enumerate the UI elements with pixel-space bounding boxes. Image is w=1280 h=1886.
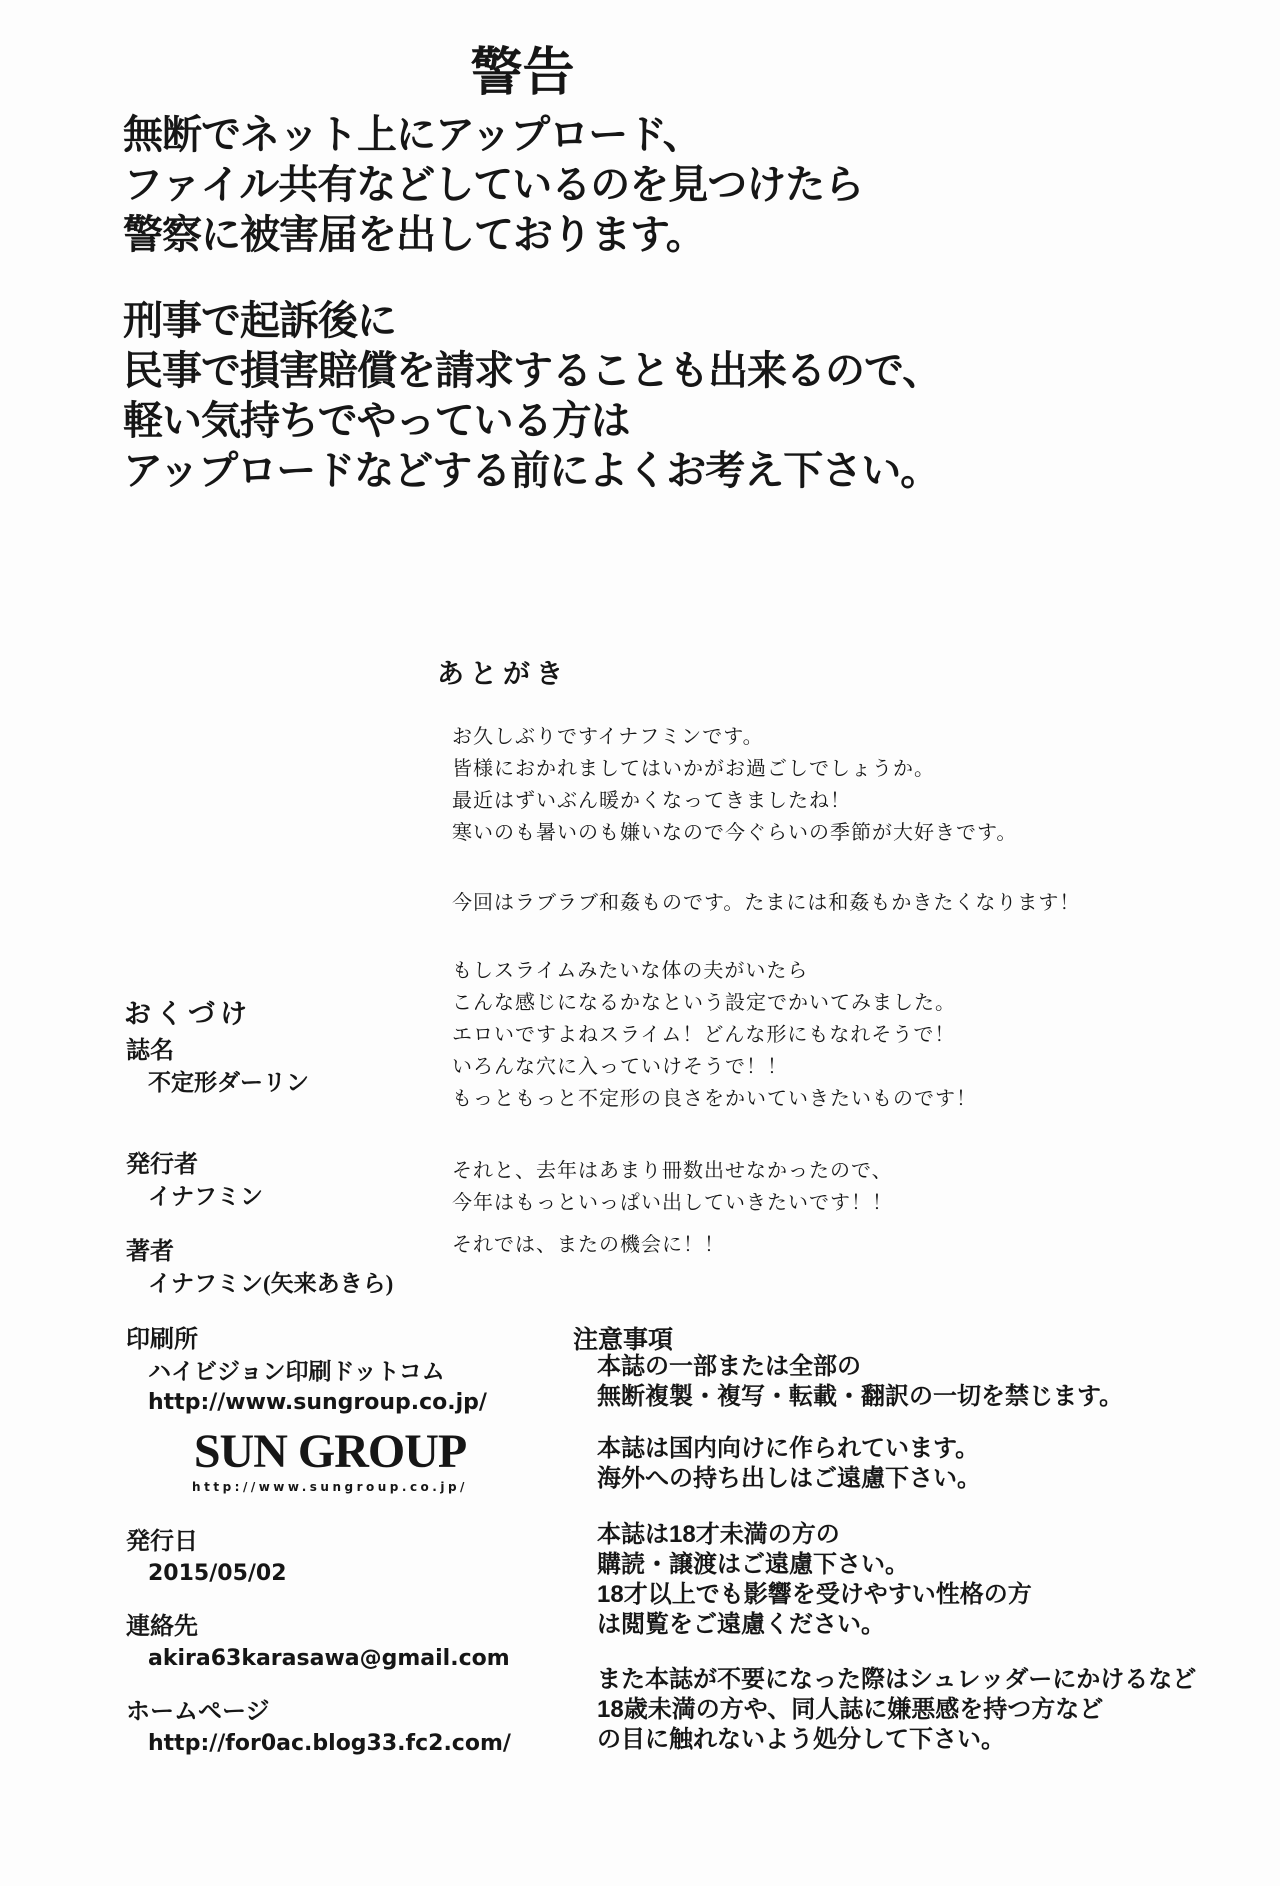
afterword-paragraph — [452, 886, 1080, 918]
afterword-paragraph — [452, 954, 977, 1114]
afterword-paragraph — [452, 1228, 725, 1260]
warning-title: 警告 — [470, 45, 575, 102]
warning-line: 軽い気持ちでやっている方は — [123, 398, 630, 443]
notes-line: 18才以上でも影響を受けやすい性格の方 — [597, 1581, 1032, 1608]
notes-line: 無断複製・複写・転載・翻訳の一切を禁じます。 — [597, 1383, 1124, 1410]
colophon-entry-title-name — [126, 1036, 309, 1098]
colophon-label: 誌名 — [126, 1038, 174, 1064]
notes-paragraph — [597, 1352, 1123, 1412]
printer-url: http://www.sungroup.co.jp/ — [148, 1390, 487, 1415]
notes-line: 本誌は18才未満の方の — [597, 1521, 840, 1548]
contact-email: akira63karasawa@gmail.com — [148, 1646, 510, 1671]
colophon-entry-author — [126, 1237, 393, 1299]
afterword-line: それでは、またの機会に！！ — [452, 1232, 725, 1256]
colophon-entry-publisher — [126, 1150, 263, 1212]
afterword-line: お久しぶりですイナフミンです。 — [452, 724, 764, 748]
afterword-line: もっともっと不定形の良さをかいていきたいものです！ — [452, 1086, 977, 1110]
warning-line: 警察に被害届を出しております。 — [123, 212, 705, 257]
warning-line: 民事で損害賠償を請求することも出来るので、 — [123, 348, 942, 393]
afterword-line: 皆様におかれましてはいかがお過ごしでしょうか。 — [452, 756, 935, 780]
colophon-label: 連絡先 — [126, 1614, 198, 1640]
warning-line: 無断でネット上にアップロード、 — [123, 112, 702, 157]
notes-line: は閲覧をご遠慮ください。 — [597, 1611, 885, 1638]
notes-line: 本誌は国内向けに作られています。 — [597, 1435, 980, 1462]
colophon-label: 著者 — [126, 1239, 174, 1265]
afterword-line: もしスライムみたいな体の夫がいたら — [452, 958, 809, 982]
sun-group-logo-url: http://www.sungroup.co.jp/ — [192, 1480, 468, 1494]
afterword-paragraph — [452, 720, 1017, 848]
colophon-value: ハイビジョン印刷ドットコム — [148, 1359, 445, 1384]
warning-paragraph-1 — [123, 110, 863, 260]
colophon-entry-publish-date — [126, 1527, 287, 1589]
colophon-entry-printer — [126, 1325, 487, 1418]
notes-paragraph — [597, 1665, 1196, 1755]
colophon-label: 発行者 — [126, 1152, 198, 1178]
warning-line: ファイル共有などしているのを見つけたら — [123, 162, 864, 207]
notes-line: 本誌の一部または全部の — [597, 1353, 861, 1380]
notes-title: 注意事項 — [573, 1326, 674, 1354]
afterword-line: いろんな穴に入っていけそうで！！ — [452, 1054, 788, 1078]
afterword-line: 今回はラブラブ和姦ものです。たまには和姦もかきたくなります！ — [452, 890, 1081, 914]
homepage-url: http://for0ac.blog33.fc2.com/ — [148, 1731, 511, 1756]
notes-line: 購読・譲渡はご遠慮下さい。 — [597, 1551, 909, 1578]
afterword-line: 今年はもっといっぱい出していきたいです！！ — [452, 1190, 893, 1214]
afterword-line: 最近はずいぶん暖かくなってきましたね！ — [452, 788, 851, 812]
colophon-label: ホームページ — [126, 1699, 270, 1725]
sun-group-logo — [192, 1426, 468, 1494]
afterword-line: エロいですよねスライム！どんな形にもなれそうで！ — [452, 1022, 956, 1046]
afterword-paragraph — [452, 1154, 893, 1218]
notes-line: 海外への持ち出しはご遠慮下さい。 — [597, 1465, 981, 1492]
colophon-label: 発行日 — [126, 1529, 198, 1555]
colophon-value: 不定形ダーリン — [148, 1070, 309, 1095]
colophon-label: 印刷所 — [126, 1327, 198, 1353]
notes-line: 18歳未満の方や、同人誌に嫌悪感を持つ方など — [597, 1696, 1104, 1723]
notes-line: の目に触れないよう処分して下さい。 — [597, 1726, 1005, 1753]
colophon-title: おくづけ — [124, 999, 252, 1029]
publish-date: 2015/05/02 — [148, 1561, 287, 1586]
afterword-title: あとがき — [437, 659, 569, 690]
notes-paragraph — [597, 1520, 1032, 1640]
colophon-entry-contact — [126, 1612, 510, 1674]
colophon-entry-homepage — [126, 1697, 511, 1759]
warning-paragraph-2 — [123, 296, 941, 496]
afterword-line: それと、去年はあまり冊数出せなかったので、 — [452, 1158, 893, 1182]
notes-line: また本誌が不要になった際はシュレッダーにかけるなど — [597, 1666, 1197, 1693]
afterword-line: 寒いのも暑いのも嫌いなので今ぐらいの季節が大好きです。 — [452, 820, 1018, 844]
colophon-value: イナフミン(矢来あきら) — [148, 1271, 394, 1296]
warning-line: 刑事で起訴後に — [123, 298, 396, 343]
sun-group-logo-text: SUN GROUP — [193, 1425, 467, 1478]
colophon-value: イナフミン — [148, 1184, 263, 1209]
afterword-line: こんな感じになるかなという設定でかいてみました。 — [452, 990, 956, 1014]
warning-line: アップロードなどする前によくお考え下さい。 — [123, 448, 940, 493]
notes-paragraph — [597, 1434, 981, 1494]
